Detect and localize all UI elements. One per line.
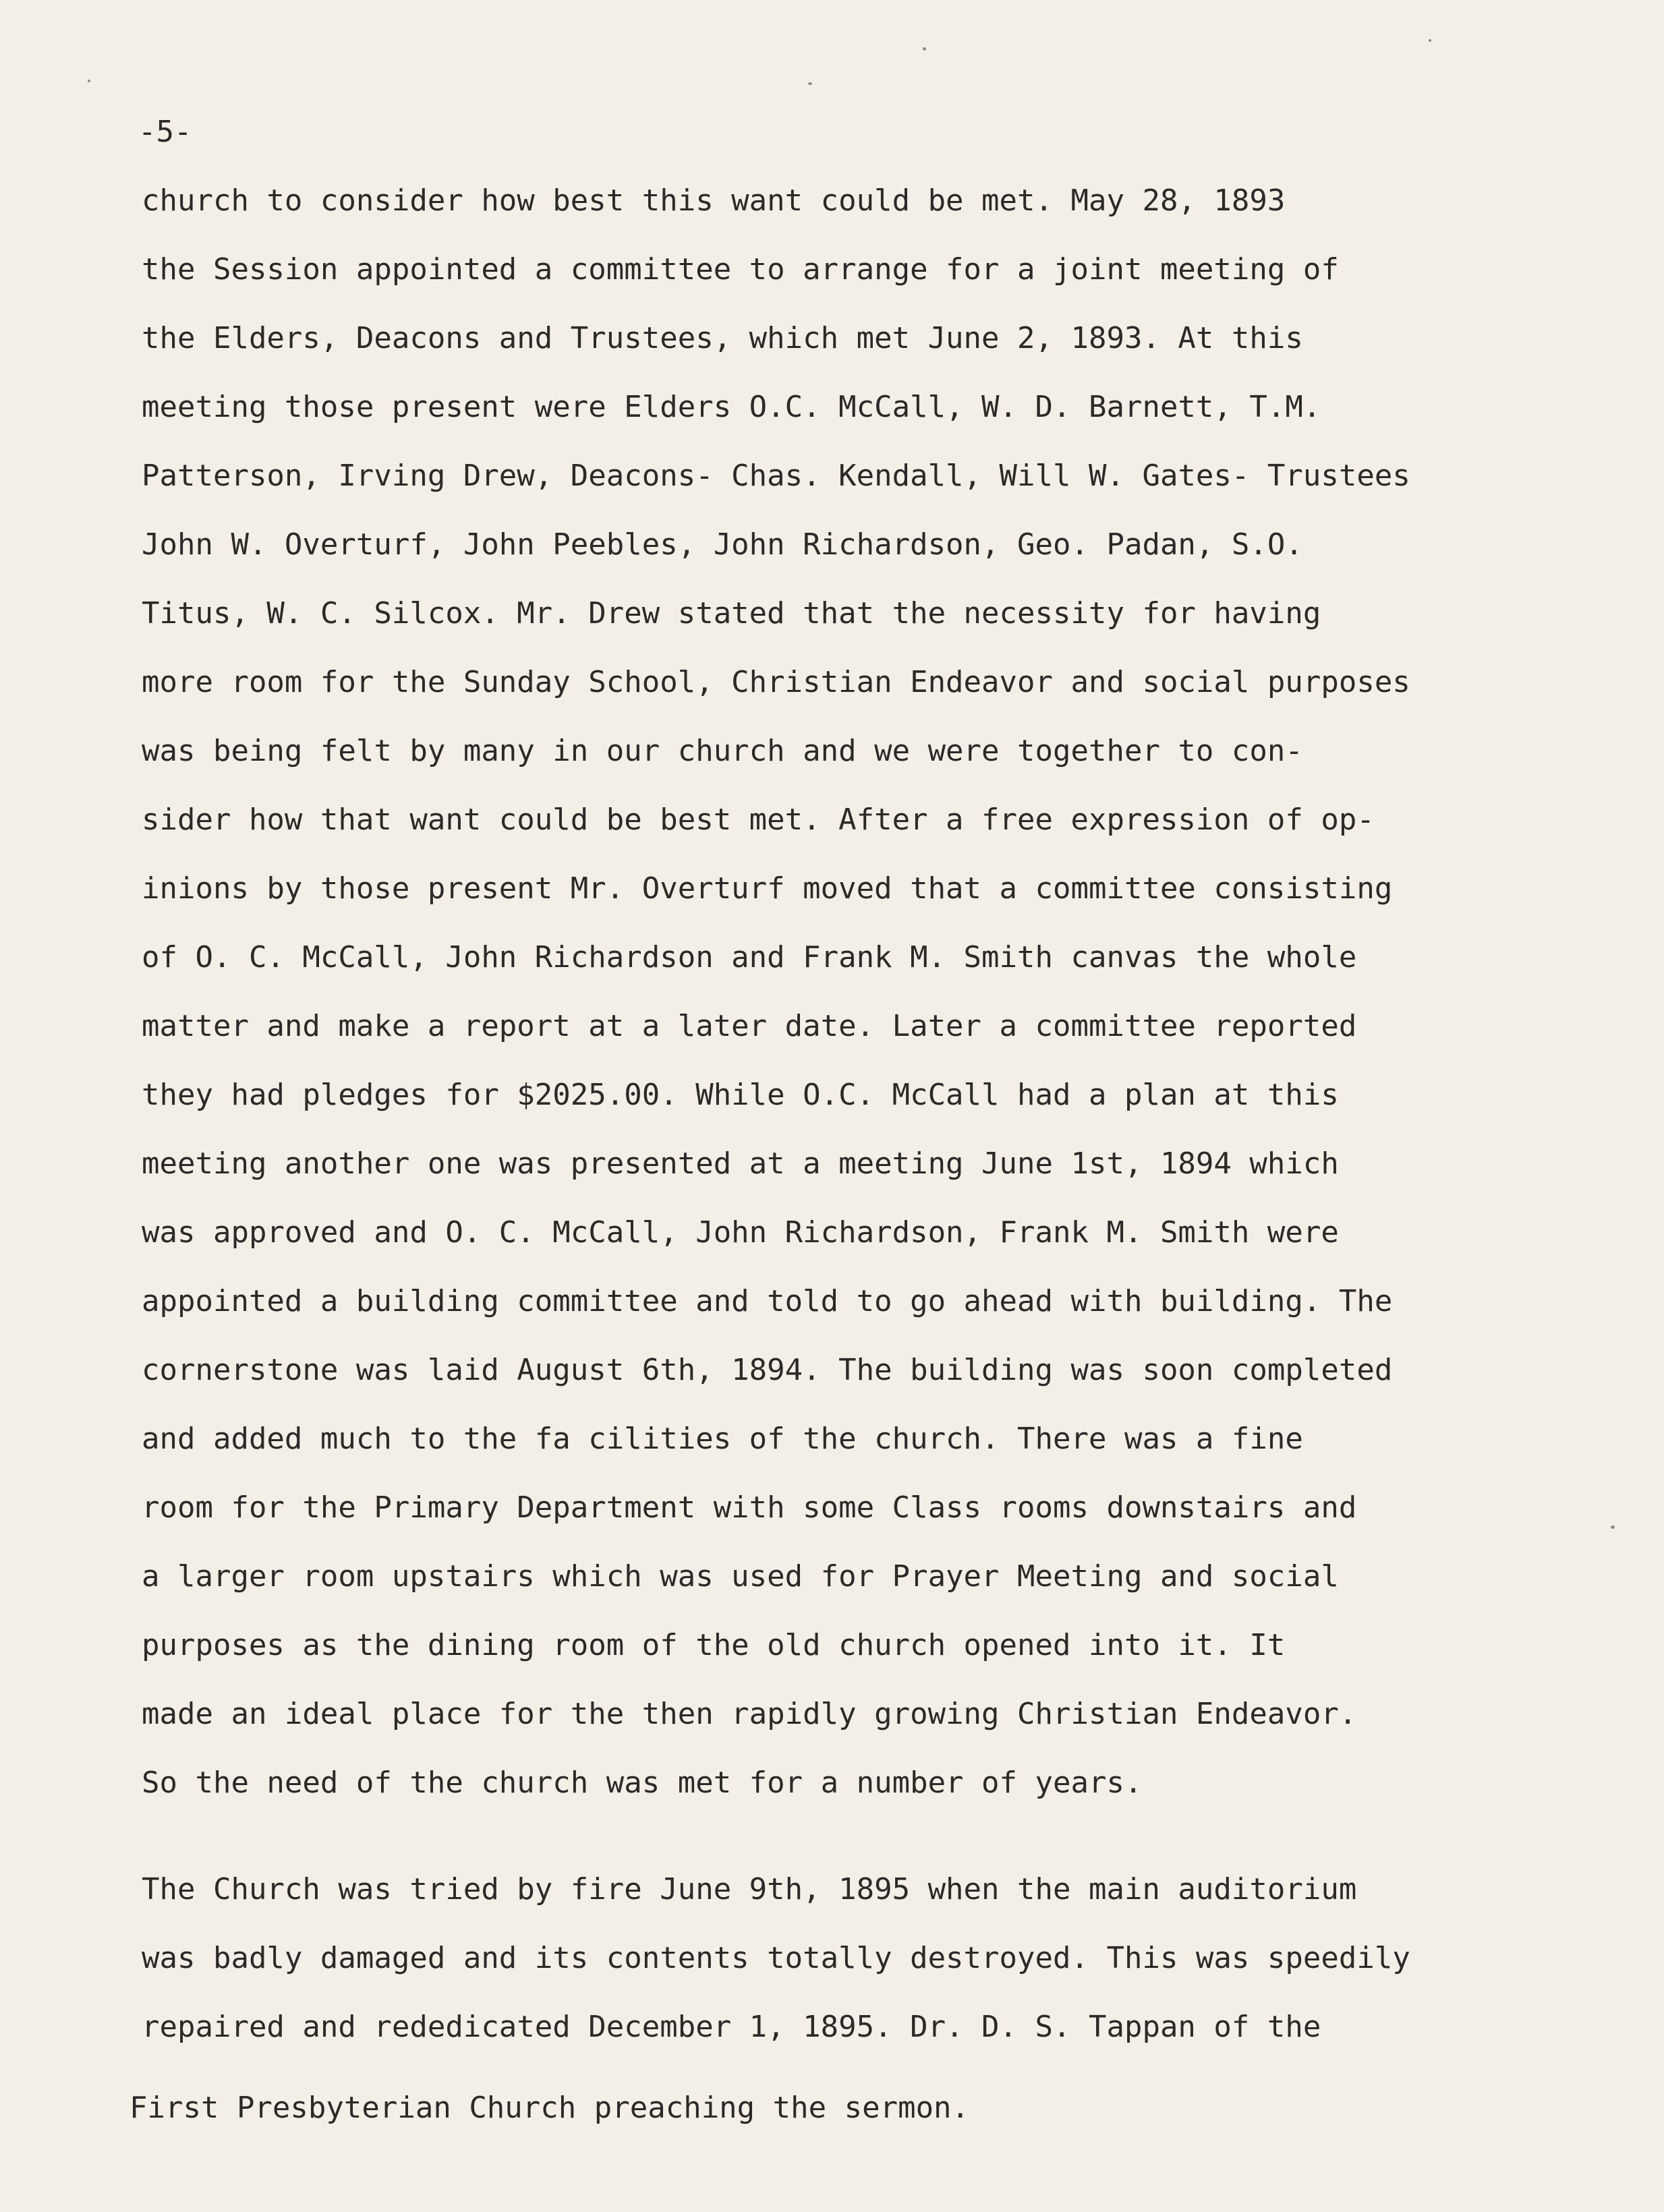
text-line: they had pledges for $2025.00. While O.C. McCall had a plan at this <box>142 1078 1339 1112</box>
text-line: a larger room upstairs which was used for Prayer Meeting and social <box>142 1559 1339 1594</box>
text-line: room for the Primary Department with some Class rooms downstairs and <box>142 1490 1357 1525</box>
text-line: cornerstone was laid August 6th, 1894. The building was soon completed <box>142 1353 1393 1387</box>
text-line: repaired and rededicated December 1, 1895. Dr. D. S. Tappan of the <box>142 2010 1321 2044</box>
text-line: inions by those present Mr. Overturf moved that a committee consisting <box>142 871 1393 906</box>
text-line: was approved and O. C. McCall, John Richardson, Frank M. Smith were <box>142 1215 1339 1250</box>
text-line: the Session appointed a committee to arrange for a joint meeting of <box>142 252 1339 287</box>
text-line: matter and make a report at a later date. Later a committee reported <box>142 1009 1357 1043</box>
text-line: was being felt by many in our church and we were together to con- <box>142 734 1303 768</box>
paper-speck <box>1611 1525 1615 1529</box>
paper-speck <box>1429 39 1431 42</box>
text-line: meeting those present were Elders O.C. McCall, W. D. Barnett, T.M. <box>142 390 1321 424</box>
text-line: appointed a building committee and told to go ahead with building. The <box>142 1284 1393 1318</box>
text-line: Titus, W. C. Silcox. Mr. Drew stated that the necessity for having <box>142 596 1321 631</box>
text-line: of O. C. McCall, John Richardson and Frank M. Smith canvas the whole <box>142 940 1357 974</box>
text-line: The Church was tried by fire June 9th, 1895 when the main auditorium <box>142 1872 1357 1907</box>
paper-speck <box>923 47 926 51</box>
text-line: So the need of the church was met for a number of years. <box>142 1766 1143 1800</box>
text-line: First Presbyterian Church preaching the sermon. <box>130 2091 970 2125</box>
text-line: made an ideal place for the then rapidly growing Christian Endeavor. <box>142 1697 1357 1731</box>
paper-speck <box>808 82 812 85</box>
text-line: sider how that want could be best met. After a free expression of op- <box>142 803 1375 837</box>
page-number: -5- <box>138 115 192 149</box>
text-line: John W. Overturf, John Peebles, John Richardson, Geo. Padan, S.O. <box>142 527 1303 562</box>
paper-speck <box>88 80 90 82</box>
text-line: was badly damaged and its contents totally destroyed. This was speedily <box>142 1941 1410 1975</box>
text-line: purposes as the dining room of the old church opened into it. It <box>142 1628 1286 1662</box>
text-line: Patterson, Irving Drew, Deacons- Chas. Kendall, Will W. Gates- Trustees <box>142 459 1410 493</box>
text-line: church to consider how best this want could be met. May 28, 1893 <box>142 183 1286 218</box>
text-line: meeting another one was presented at a meeting June 1st, 1894 which <box>142 1146 1339 1181</box>
text-line: more room for the Sunday School, Christian Endeavor and social purposes <box>142 665 1410 699</box>
text-line: and added much to the fa cilities of the church. There was a fine <box>142 1422 1303 1456</box>
text-line: the Elders, Deacons and Trustees, which met June 2, 1893. At this <box>142 321 1303 355</box>
